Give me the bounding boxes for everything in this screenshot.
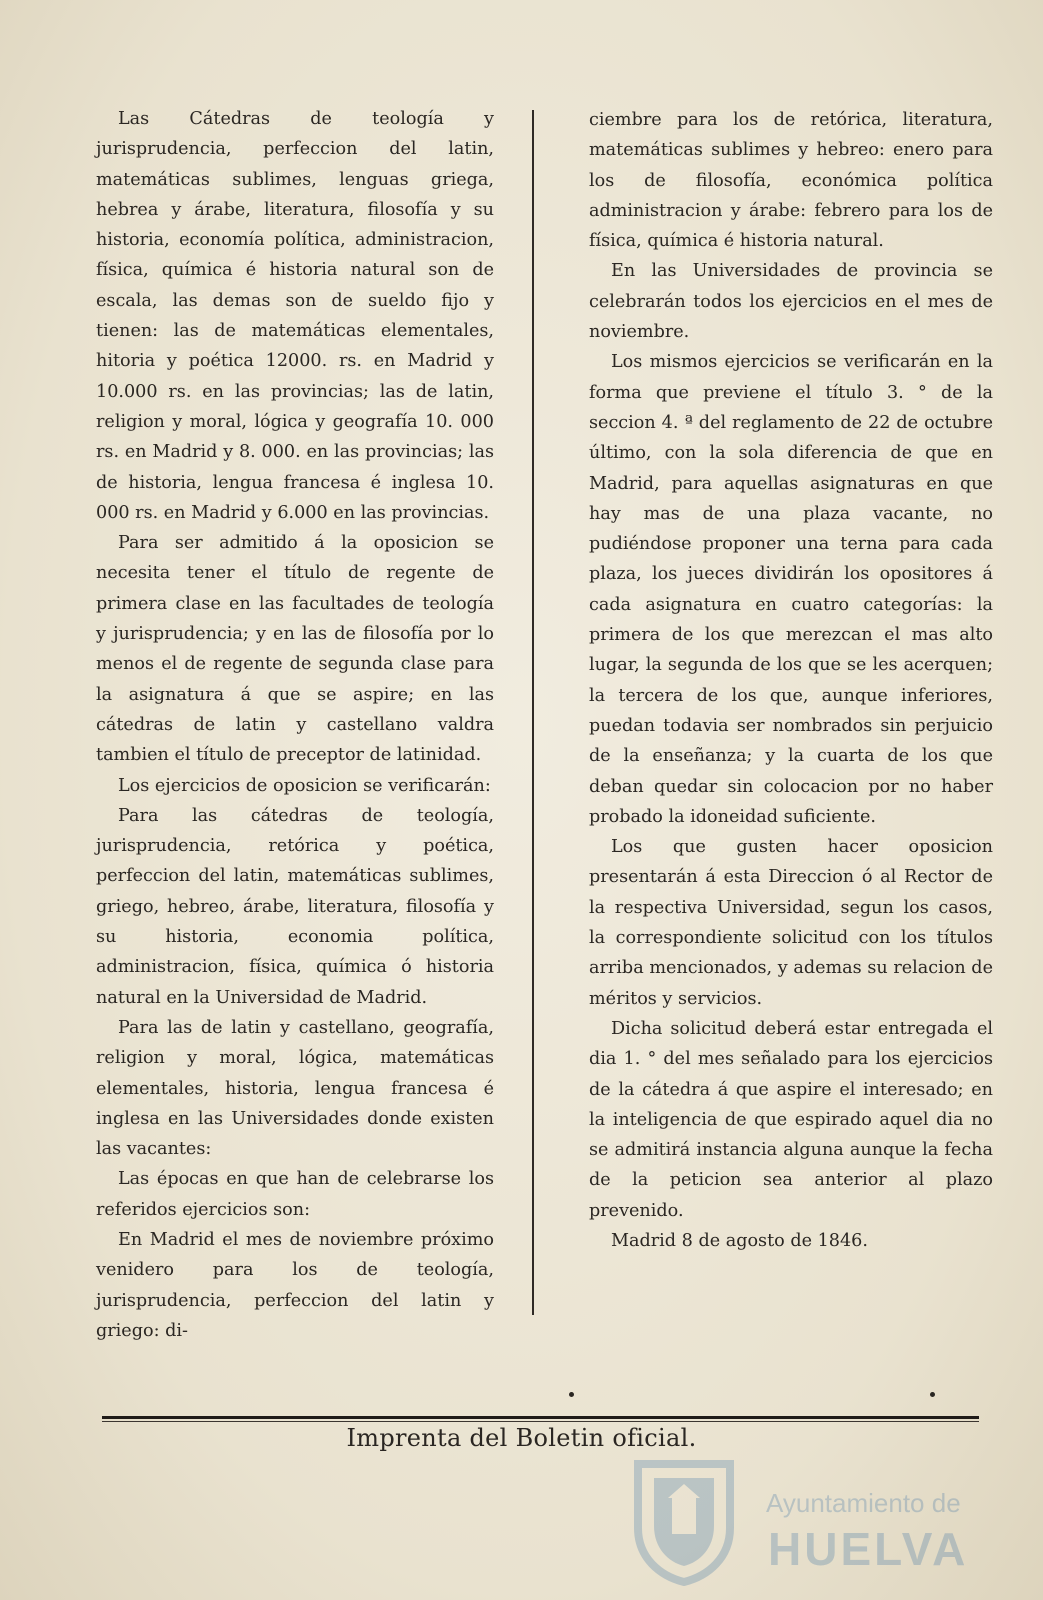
ornament-dot bbox=[569, 1392, 574, 1397]
footer-rule bbox=[102, 1416, 979, 1419]
archive-watermark bbox=[628, 1458, 1028, 1598]
date-line: Madrid 8 de agosto de 1846. bbox=[611, 1230, 868, 1251]
column-divider bbox=[532, 110, 534, 1315]
footer-rule-thin bbox=[102, 1421, 979, 1422]
watermark-city-name: HUELVA bbox=[768, 1523, 969, 1575]
paragraph-provincial-november: En las Universidades de provincia se celebrarán todos los ejercicios en el mes de noviembre. bbox=[589, 261, 993, 343]
paragraph-application: Los que gusten hacer oposicion presentarán á esta Direccion ó al Rector de la respectiva Universidad, segun los casos, la correspondiente solicitud con los títulos arriba mencionados, y ademas su relacion de méritos y servicios. bbox=[589, 837, 993, 1009]
paragraph-deadline: Dicha solicitud deberá estar entregada el dia 1. ° del mes señalado para los ejercicios de la cátedra á que aspire el interesado; en la inteligencia de que espirado aquel dia no se admitirá instancia alguna aunque la fecha de la peticion sea anterior al plazo prevenido. bbox=[589, 1018, 993, 1221]
paragraph-madrid-november: En Madrid el mes de noviembre próximo venidero para los de teología, jurisprudencia, perfeccion del latin y griego: di- bbox=[96, 1229, 494, 1341]
paragraph-provincial-chairs: Para las de latin y castellano, geografía, religion y moral, lógica, matemáticas elementales, historia, lengua francesa é inglesa en las Universidades donde existen las vacantes: bbox=[96, 1017, 494, 1160]
paragraph-requirements: Para ser admitido á la oposicion se necesita tener el título de regente de primera clase en las facultades de teología y jurisprudencia; y en las de filosofía por lo menos el de regente de segunda clase para la asignatura á que se aspire; en las cátedras de latin y castellano valdra tambien el título de preceptor de latinidad. bbox=[96, 533, 494, 766]
paragraph-exercises-intro: Los ejercicios de oposicion se verificarán: bbox=[118, 775, 491, 796]
paragraph-madrid-chairs: Para las cátedras de teología, jurisprudencia, retórica y poética, perfeccion del latin, matemáticas sublimes, griego, hebreo, árabe, literatura, filosofía y su historia, economia política, administracion, física, química ó historia natural en la Universidad de Madrid. bbox=[96, 805, 494, 1008]
watermark-top-text: Ayuntamiento de bbox=[766, 1488, 961, 1518]
paragraph-epochs-intro: Las épocas en que han de celebrarse los referidos ejercicios son: bbox=[96, 1169, 494, 1220]
paragraph-exercise-form: Los mismos ejercicios se verificarán en la forma que previene el título 3. ° de la seccion 4. ª del reglamento de 22 de octubre último, con la sola diferencia de que en Madrid, para aquellas asignaturas en que hay mas de una plaza vacante, no pudiéndose proponer una terna para cada plaza, los jueces dividirán los opositores á cada asignatura en cuatro categorías: la primera de los que merezcan el mas alto lugar, la segunda de los que se les acerquen; la tercera de los que, aunque inferiores, puedan todavia ser nombrados sin perjuicio de la enseñanza; y la cuarta de los que deban quedar sin colocacion por no haber probado la idoneidad suficiente. bbox=[589, 352, 993, 827]
right-text-column bbox=[589, 105, 993, 1256]
city-seal-icon bbox=[628, 1458, 740, 1586]
ornament-dot bbox=[930, 1392, 935, 1397]
paragraph-december-continuation: ciembre para los de retórica, literatura, matemáticas sublimes y hebreo: enero para los de filosofía, económica política administracion y árabe: febrero para los de física, química é historia natural. bbox=[589, 110, 993, 252]
paragraph-salaries: Las Cátedras de teología y jurisprudencia, perfeccion del latin, matemáticas sublimes, lenguas griega, hebrea y árabe, literatura, filosofía y su historia, economía política, administracion, física, química é historia natural son de escala, las demas son de sueldo fijo y tienen: las de matemáticas elementales, hitoria y poética 12000. rs. en Madrid y 10.000 rs. en las provincias; las de latin, religion y moral, lógica y geografía 10. 000 rs. en Madrid y 8. 000. en las provincias; las de historia, lengua francesa é inglesa 10. 000 rs. en Madrid y 6.000 en las provincias. bbox=[96, 109, 494, 523]
imprint-line: Imprenta del Boletin oficial. bbox=[346, 1424, 697, 1452]
left-text-column bbox=[96, 104, 494, 1346]
